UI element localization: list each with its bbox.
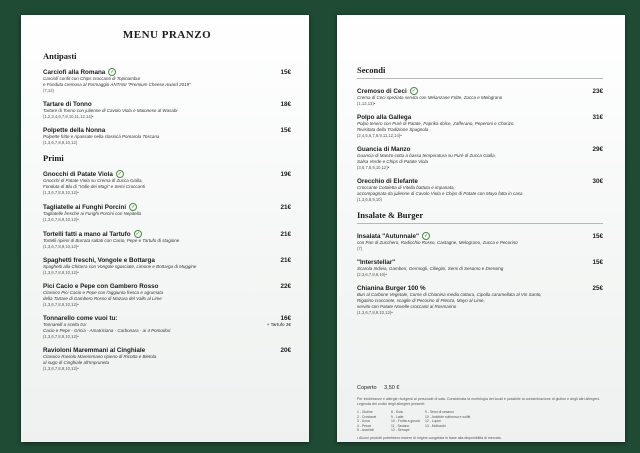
menu-item-header	[43, 68, 291, 76]
menu-item-header	[43, 347, 291, 354]
allergen-legend-entry: 8 - Soia	[391, 410, 403, 414]
menu-item-price: 15€	[592, 259, 603, 266]
menu-item-description: Polpo tenero con Purè di Patate, Paprika dolce, Zafferano, Peperoni e Chorizo.	[357, 121, 515, 126]
menu-item-description: Classico Pici Cacio e Pepe con l'aggiunta fresca e agrumata	[43, 290, 164, 295]
section-title: Primi	[43, 153, 64, 163]
menu-item-description: Cacio e Pepe - Gricia - Amatriciana - Carbonara - ai 4 Pomodori	[43, 328, 171, 333]
menu-item-price: 15€	[280, 127, 291, 134]
menu-page-left	[21, 15, 309, 442]
coperto-row	[357, 385, 603, 391]
menu-item	[43, 347, 291, 371]
menu-item-header	[43, 170, 291, 178]
menu-item-price: 15€	[280, 68, 291, 76]
menu-item-header	[43, 101, 291, 108]
menu-item-price: 18€	[280, 101, 291, 108]
menu-item-allergens: (2,3,6,7,8,9,10)•	[357, 272, 387, 277]
menu-item	[43, 315, 291, 339]
menu-item-price: 23€	[592, 87, 603, 95]
menu-page-right	[337, 15, 625, 442]
menu-item-description: al sugo di Cinghiale all'Impruneta	[43, 360, 110, 365]
menu-item-description: Fonduta di Blu di "Valle dei Magi" e Semi Croccanti	[43, 184, 145, 189]
coperto-label: Coperto	[357, 385, 377, 391]
menu-item-allergens: (1,3,6,7,8,9,10,12)•	[43, 244, 79, 249]
section-title: Insalate & Burger	[357, 210, 603, 224]
menu-item-description: Carciofi confit con Chips croccanti di Topinambur	[43, 76, 141, 81]
left-sections	[43, 51, 291, 371]
menu-item-price: 29€	[592, 146, 603, 153]
menu-item-name	[43, 101, 92, 108]
menu-item-name	[357, 259, 395, 266]
menu-item-name-text: Pici Cacio e Pepe con Gambero Rosso	[43, 283, 159, 290]
menu-item-name	[43, 347, 145, 354]
menu-item-allergens: (1,3,6,7,8,9,10,12)•	[43, 217, 79, 222]
menu-item	[357, 178, 603, 202]
menu-item	[357, 232, 603, 251]
menu-item-header	[43, 283, 291, 290]
menu-item-description: Polpette fritte e ripassate nella classica Pomarola Toscana	[43, 134, 160, 139]
menu-item-name-text: Chianina Burger 100 %	[357, 285, 426, 292]
allergen-legend-entry: 4 - Pesce	[357, 423, 372, 428]
vegetarian-leaf-icon: ✓	[422, 232, 430, 240]
frozen-note: • Alcuni prodotti potrebbero essere di origine congelata in base alla disponibilità di mercato.	[357, 435, 502, 440]
allergen-legend-entry: 5 - Arachidi	[357, 428, 374, 433]
menu-item-description: Rivisitata della Tradizione Spagnola	[357, 127, 429, 132]
allergen-legend-entry: 9 - Semi di sesamo	[425, 410, 455, 414]
allergen-legend-entry: 1 - Glutine	[357, 410, 373, 414]
menu-item-price: 21€	[280, 230, 291, 238]
menu-item-description: Tonnarelli a scelta tra:	[43, 322, 87, 327]
menu-item-price: 30€	[592, 178, 603, 185]
menu-item-description: servito con Patate Novelle croccanti al Rosmarino	[357, 304, 457, 309]
menu-item-header	[43, 257, 291, 264]
menu-item-name	[357, 232, 430, 240]
menu-item-header	[357, 114, 603, 121]
menu-item-name-text: "Interstellar"	[357, 259, 396, 266]
vegetarian-leaf-icon: ✓	[410, 87, 418, 95]
menu-item	[43, 170, 291, 195]
menu-item-name-text: Gnocchi di Patate Viola	[43, 170, 113, 178]
menu-item-allergens: (7,12)	[43, 88, 54, 93]
menu-item-name-text: Carciofi alla Romana	[43, 68, 106, 76]
menu-item-name	[357, 285, 426, 292]
menu-item-name-text: Cremoso di Ceci	[357, 87, 407, 95]
menu-item-header	[43, 315, 291, 322]
menu-item-allergens: (1,3,6,7,8,9,10,12)•	[43, 190, 79, 195]
menu-item-header	[43, 203, 291, 211]
allergen-legend-entry: 10 - Anidride solforosa e solfiti	[425, 414, 471, 419]
menu-item-price: 20€	[280, 347, 291, 354]
menu-item-description: e Fonduta cremosa al Formaggio ANTANI "Premium Cheese Award 2019"	[43, 82, 191, 87]
vegetarian-leaf-icon: ✓	[129, 203, 137, 211]
menu-item	[357, 146, 603, 170]
menu-item-name	[43, 127, 105, 134]
vegetarian-leaf-icon: ✓	[134, 230, 142, 238]
menu-item-header	[357, 87, 603, 95]
menu-item-allergens: (1,3,6,8,9,10)	[357, 197, 382, 202]
menu-item-name-text: Tartare di Tonno	[43, 101, 92, 108]
menu-item-price: 19€	[280, 170, 291, 178]
menu-item-allergens: (2,4,5,6,7,8,9,11,12,14)•	[357, 133, 402, 138]
menu-item-name	[357, 178, 418, 185]
menu-item-name	[43, 170, 124, 178]
menu-item-allergens: (1,3,6,7,8,9,10,12)•	[43, 334, 79, 339]
menu-item-allergens: (1,3,6,7,8,9,10,12)•	[357, 310, 393, 315]
menu-item-name-text: Orecchio di Elefante	[357, 178, 418, 185]
menu-item-allergens: (1,3,6,7,8,9,10,12)•	[43, 270, 79, 275]
vegetarian-leaf-icon: ✓	[108, 68, 116, 76]
menu-item-name	[43, 68, 116, 76]
menu-item-header	[357, 285, 603, 292]
menu-item	[43, 101, 291, 119]
menu-item-name	[43, 230, 142, 238]
menu-item-name-text: Tonnarello come vuoi tu:	[43, 315, 118, 322]
menu-item-name-text: Polpette della Nonna	[43, 127, 106, 134]
allergen-legend-entry	[425, 428, 485, 433]
menu-item-price: 31€	[592, 114, 603, 121]
menu-item-name	[357, 87, 418, 95]
menu-item-name	[43, 203, 137, 211]
menu-item-name	[357, 146, 411, 153]
menu-title: MENU PRANZO	[122, 29, 212, 41]
menu-item-price: 16€	[280, 315, 291, 322]
menu-item-description: Croccante Cotoletta di Vitella battuta e impanata,	[357, 185, 455, 190]
vegetarian-leaf-icon: ✓	[116, 170, 124, 178]
allergen-legend-entry: 13 - Molluschi	[425, 423, 446, 428]
menu-item-description: Tagliatelle fresche ai Funghi Porcini con Nepitella	[43, 211, 142, 216]
menu-item-price: 21€	[280, 257, 291, 264]
menu-item	[43, 127, 291, 145]
menu-item-allergens: (1,3,6,7,8,9,10,12)	[43, 140, 78, 145]
menu-item-description: con Pan di Zucchero, Radicchio Rosso, Castagne, Melograno, Zucca e Pecorino	[357, 240, 518, 245]
allergen-legend-entry: 10 - Frutta a guscio	[391, 419, 421, 424]
menu-item	[357, 259, 603, 277]
menu-item-name-text: Spaghetti freschi, Vongole e Bottarga	[43, 257, 155, 264]
section-title: Antipasti	[43, 51, 77, 61]
menu-item-name-text: Guancia di Manzo	[357, 146, 411, 153]
menu-item-name	[43, 315, 117, 322]
menu-item-description: Classico Raviolo Maremmano ripieno di Ricotta e Bietola	[43, 354, 157, 359]
menu-item-description: Guancia di Manzo cotta a bassa temperatura su Purè di Zucca Gialla,	[357, 153, 496, 158]
menu-item-header	[357, 259, 603, 266]
allergen-legend-entry: 12 - Lupini	[425, 419, 441, 424]
allergen-legend-entry: 2 - Crostacei	[357, 414, 377, 419]
menu-item-description: della Tartare di Gambero Rosso di Mazara del Vallo al Lime	[43, 296, 162, 301]
menu-item-name	[43, 283, 158, 290]
right-sections	[357, 65, 603, 315]
menu-item-name	[357, 114, 411, 121]
menu-item-allergens: (1,12,13)•	[357, 101, 376, 106]
menu-item-name-text: Polpo alla Gallega	[357, 114, 412, 121]
menu-item-price: 22€	[280, 283, 291, 290]
menu-item-header	[43, 127, 291, 134]
menu-item-allergens: (1,3,6,7,8,9,10,12)•	[43, 302, 79, 307]
menu-item-price: 15€	[592, 232, 603, 240]
menu-item	[357, 285, 603, 315]
menu-item-header	[357, 232, 603, 240]
menu-item-description: Bun al Carbone Vegetale, Carne di Chianina media cottura, Cipolla caramellata al Vin Santo,	[357, 292, 542, 297]
allergen-legend	[357, 410, 603, 433]
menu-item-description: Salsa Verde e Chips di Patate Viola	[357, 159, 429, 164]
menu-item-price: 25€	[592, 285, 603, 292]
menu-item-name-text: Tagliatelle ai Funghi Porcini	[43, 203, 127, 211]
allergen-legend-entry: 3 - Uova	[357, 419, 370, 424]
menu-item-extra-price: + Tartufo 3€	[266, 322, 291, 327]
menu-item-allergens: (1,2,3,4,6,7,8,10,11,12,14)•	[43, 114, 94, 119]
menu-item-allergens: (7)	[357, 246, 363, 251]
menu-item-description: Scarola Indivia, Gamberi, Germogli, Ciliegini, Semi di Sesamo e Dressing	[357, 266, 504, 271]
menu-item-name-text: Tortelli fatti a mano al Tartufo	[43, 230, 131, 238]
menu-item-name-text: Ravioloni Maremmani al Cinghiale	[43, 347, 146, 354]
menu-item-description: Tartare di Tonno con julienne di Cavolo Viola e Maionese al Wasabi	[43, 108, 178, 113]
menu-item-name-text: Insalata "Autunnale"	[357, 232, 419, 240]
menu-item	[357, 87, 603, 106]
coperto-price: 3,50 €	[384, 385, 400, 391]
menu-item-description: Spaghetti alla Chitarra con Vongole sgusciate, Limone e Bottarga di Muggine	[43, 264, 197, 269]
allergen-legend-entry: 11 - Sedano	[391, 423, 410, 428]
menu-item	[43, 203, 291, 222]
menu-item-header	[357, 146, 603, 153]
menu-item-price: 21€	[280, 203, 291, 211]
allergen-legend-entry: 9 - Latte	[391, 414, 404, 419]
menu-item-description: Crema di Ceci speziata servita con Melanzane Fritte, Zucca e Melograno	[357, 95, 503, 100]
menu-item	[43, 230, 291, 249]
menu-item	[43, 68, 291, 93]
menu-item	[357, 114, 603, 138]
menu-item-description: Gnocchi di Patate Viola su Crema di Zucca Gialla,	[43, 178, 143, 183]
menu-item-allergens: (1,3,6,7,8,9,10,12)•	[43, 366, 79, 371]
menu-item	[43, 257, 291, 275]
menu-item-description: Rigatino croccante, scaglie di Pecorino di Pienza, Mayo al Lime,	[357, 298, 485, 303]
menu-item-description: accompagnata da julienne di Cavolo Viola e Chips di Patate con Mayo fatta in casa	[357, 191, 523, 196]
menu-item-name	[43, 257, 155, 264]
menu-item-allergens: (3,6,7,8,9,10,12)•	[357, 165, 390, 170]
allergen-note: Per intolleranze e allergie rivolgersi al personale di sala. Considerata la morfologia dei locali è possibile la contaminazione di glutine e degli altri allergeni. Legenda dei codici degli allergeni presenti:	[357, 397, 601, 406]
menu-item	[43, 283, 291, 307]
allergen-legend-entry: 12 - Senape	[391, 428, 410, 433]
menu-item-description: Tortelli ripieni di Burrata saltati con Cacio, Pepe e Tartufo di stagione	[43, 238, 180, 243]
section-title: Secondi	[357, 65, 603, 79]
menu-item-header	[43, 230, 291, 238]
menu-item-header	[357, 178, 603, 185]
